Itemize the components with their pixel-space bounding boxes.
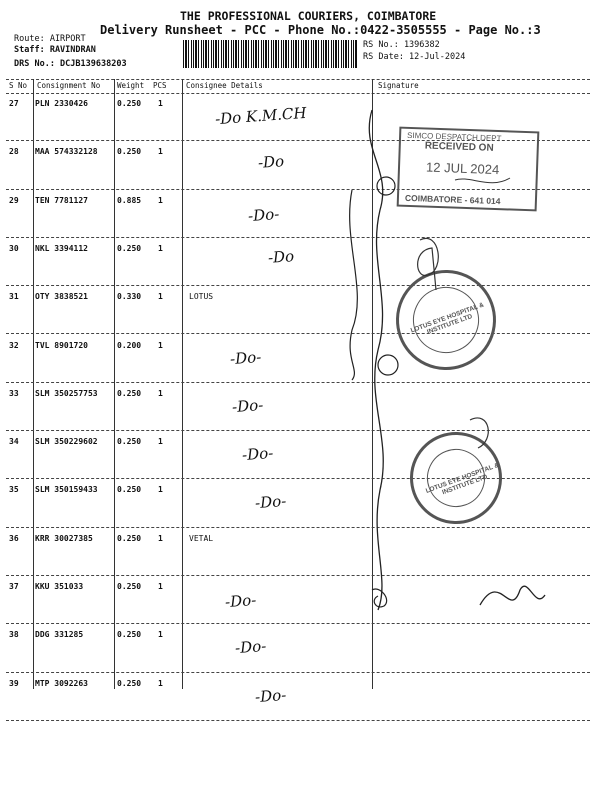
row-pcs: 1: [158, 582, 163, 591]
col-header-consignment: Consignment No: [37, 81, 101, 90]
row-weight: 0.250: [117, 678, 142, 688]
row-pcs: 1: [158, 678, 163, 688]
row-sno: 33: [9, 388, 19, 398]
table-top-rule: [6, 79, 590, 80]
row-separator: [6, 527, 590, 528]
row-separator: [6, 285, 590, 286]
table-row: [0, 532, 600, 580]
row-consignment-no: NKL 3394112: [35, 243, 88, 253]
route-label: Route: AIRPORT: [14, 34, 86, 44]
row-pcs: 1: [158, 485, 163, 495]
row-consignment-no: DDG 331285: [35, 630, 84, 640]
table-row: [0, 628, 600, 676]
rs-number: RS No.: 1396382: [363, 40, 440, 50]
row-separator: [6, 333, 590, 334]
seal-ring-text: LOTUS EYE HOSPITAL & INSTITUTE LTD: [424, 461, 501, 497]
row-weight: 0.250: [117, 99, 142, 108]
row-sno: 36: [9, 533, 19, 543]
row-pcs: 1: [158, 340, 163, 350]
stamp-received-on: RECEIVED ON: [424, 140, 494, 154]
row-weight: 0.885: [117, 195, 142, 205]
handwritten-ditto: -Do-: [224, 590, 257, 612]
table-row: [0, 290, 600, 338]
col-header-sno: S No: [9, 81, 28, 90]
row-separator: [6, 672, 590, 673]
row-weight: 0.250: [117, 437, 142, 447]
row-consignment-no: SLM 350257753: [35, 388, 98, 398]
handwritten-ditto: -Do-: [229, 347, 262, 368]
row-consignment-no: MTP 3092263: [35, 678, 88, 688]
rs-date: RS Date: 12-Jul-2024: [363, 52, 466, 62]
row-consignee: VETAL: [189, 533, 214, 543]
handwritten-ditto: -Do-: [254, 685, 287, 706]
table-row: [0, 242, 600, 290]
table-row: [0, 483, 600, 531]
row-sno: 27: [9, 99, 19, 108]
table-row: [0, 580, 600, 628]
handwritten-ditto: -Do-: [254, 492, 287, 513]
handwritten-ditto: -Do-: [247, 204, 280, 225]
row-pcs: 1: [158, 292, 163, 302]
row-pcs: 1: [158, 630, 163, 640]
row-weight: 0.250: [117, 533, 142, 543]
handwritten-ditto: -Do: [257, 152, 285, 173]
stamp-dept: SIMCO DESPATCH DEPT: [406, 130, 502, 144]
seal-ring-text: LOTUS EYE HOSPITAL & INSTITUTE LTD: [409, 301, 485, 336]
company-title: THE PROFESSIONAL COURIERS, COIMBATORE: [180, 9, 437, 23]
stamp-date: 12 JUL 2024: [425, 159, 500, 178]
drs-number: DRS No.: DCJB139638203: [14, 59, 127, 69]
row-pcs: 1: [158, 195, 163, 205]
row-weight: 0.200: [117, 340, 142, 350]
row-sno: 39: [9, 678, 19, 688]
row-weight: 0.250: [117, 243, 142, 253]
row-consignment-no: OTY 3838521: [35, 292, 88, 302]
table-row: [0, 677, 600, 725]
row-separator: [6, 237, 590, 238]
row-weight: 0.250: [117, 485, 142, 495]
row-consignment-no: MAA 574332128: [35, 147, 98, 157]
header-bottom-rule: [6, 93, 590, 94]
row-sno: 32: [9, 340, 19, 350]
row-separator: [6, 575, 590, 576]
row-consignment-no: SLM 350159433: [35, 485, 98, 495]
table-row: [0, 387, 600, 435]
row-sno: 34: [9, 437, 19, 447]
row-weight: 0.250: [117, 388, 142, 398]
row-separator: [6, 623, 590, 624]
row-pcs: 1: [158, 243, 163, 253]
row-consignment-no: SLM 350229602: [35, 437, 98, 447]
handwritten-ditto: -Do-: [241, 444, 274, 465]
row-consignment-no: KRR 30027385: [35, 533, 93, 543]
row-sno: 31: [9, 292, 19, 302]
col-header-weight: Weight: [117, 81, 145, 90]
row-pcs: 1: [158, 147, 163, 157]
row-sno: 28: [9, 147, 19, 157]
row-sno: 30: [9, 243, 19, 253]
row-pcs: 1: [158, 99, 163, 108]
row-pcs: 1: [158, 388, 163, 398]
row-weight: 0.250: [117, 147, 142, 157]
staff-label: Staff: RAVINDRAN: [14, 45, 96, 55]
row-sno: 37: [9, 582, 19, 591]
row-separator: [6, 478, 590, 479]
row-separator: [6, 382, 590, 383]
stamp-city: COIMBATORE - 641 014: [404, 192, 501, 207]
row-pcs: 1: [158, 533, 163, 543]
row-consignee: LOTUS: [189, 292, 214, 302]
col-header-consignee: Consignee Details: [186, 81, 263, 90]
row-separator: [6, 430, 590, 431]
row-consignment-no: TEN 7781127: [35, 195, 88, 205]
table-row: [0, 435, 600, 483]
col-header-pcs: PCS: [153, 81, 167, 90]
row-weight: 0.330: [117, 292, 142, 302]
runsheet-subtitle: Delivery Runsheet - PCC - Phone No.:0422-3505555 - Page No.:3: [100, 23, 541, 37]
table-row: [0, 339, 600, 387]
handwritten-ditto: -Do-: [231, 395, 264, 416]
row-sno: 35: [9, 485, 19, 495]
row-sno: 29: [9, 195, 19, 205]
row-consignment-no: PLN 2330426: [35, 99, 88, 108]
row-weight: 0.250: [117, 582, 142, 591]
row-pcs: 1: [158, 437, 163, 447]
col-header-signature: Signature: [378, 81, 419, 90]
row-sno: 38: [9, 630, 19, 640]
barcode: [183, 40, 358, 68]
row-weight: 0.250: [117, 630, 142, 640]
received-stamp: [397, 127, 540, 212]
row-consignment-no: KKU 351033: [35, 582, 84, 591]
row-consignment-no: TVL 8901720: [35, 340, 88, 350]
handwritten-ditto: -Do-: [234, 637, 267, 658]
handwritten-ditto: -Do: [267, 247, 295, 267]
handwritten-ditto: -Do K.M.CH: [214, 103, 308, 129]
row-separator: [6, 720, 590, 721]
